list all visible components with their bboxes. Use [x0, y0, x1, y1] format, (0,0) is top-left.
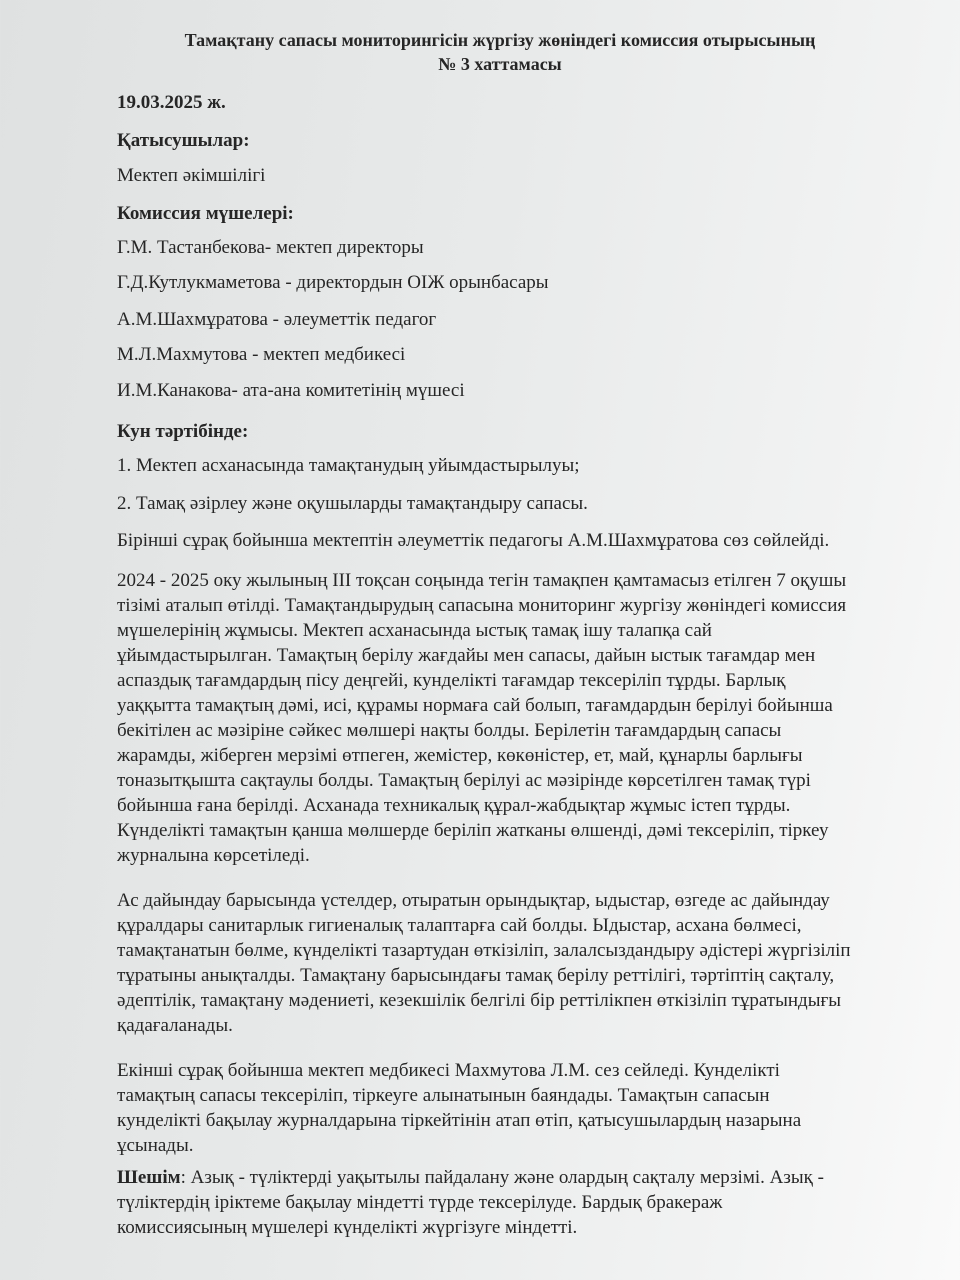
paragraph-2: [117, 888, 851, 1038]
paragraph-1: [117, 568, 846, 868]
doc-title-line1: Тамақтану сапасы мониторингісін жүргізу жөніндегі комиссия отырысының: [184, 30, 816, 50]
text-line: тұратыны анықталды. Тамақтану барысындағы тамақ берілу реттілігі, тәртіптің сақталу,: [117, 965, 835, 986]
first-question: Бірінші сұрақ бойынша мектептін әлеуметтік педагогы А.М.Шахмұратова сөз сөйлейді.: [117, 530, 830, 551]
text-line: Екінші сұрақ бойынша мектеп медбикесі Махмутова Л.М. сез сейледі. Кунделікті: [117, 1060, 780, 1081]
commission-heading: Комиссия мүшелері:: [117, 203, 294, 224]
text-line: бойынша ғана берілді. Асханада техникалық құрал-жабдықтар жұмыс істеп тұрды.: [117, 795, 791, 816]
text-line: уаққытта тамақтың дәмі, исі, құрамы нормаға сай болып, тағамдардын берілуі бойынша: [117, 695, 833, 716]
text-line: мүшелерінің жұмысы. Мектеп асханасында ыстық тамақ ішу талапқа сай: [117, 620, 712, 641]
member: Г.М. Тастанбекова- мектеп директоры: [117, 237, 424, 258]
text-line: кунделікті бақылау журналдарына тіркейтінін атап өтіп, қатысушылардың назарына: [117, 1110, 802, 1131]
agenda-item: 2. Тамақ әзірлеу және оқушыларды тамақтандыру сапасы.: [117, 493, 588, 514]
member: М.Л.Махмутова - мектеп медбикесі: [117, 344, 406, 365]
decision-line: [117, 1165, 824, 1190]
decision-text: : Азық - түліктерді уақытылы пайдалану және олардың сақталу мерзімі. Азық -: [180, 1167, 824, 1188]
doc-title-line2: № 3 хаттамасы: [438, 54, 562, 74]
member: А.М.Шахмұратова - әлеуметтік педагог: [117, 309, 437, 330]
member: И.М.Канакова- ата-ана комитетінің мүшесі: [117, 380, 465, 401]
agenda-item: 1. Мектеп асханасында тамақтанудың уйымдастырылуы;: [117, 455, 580, 476]
text-line: аспаздық тағамдардың пісу деңгейі, кунделікті тағамдар тексеріліп тұрды. Барлық: [117, 670, 786, 691]
participants-value: Мектеп әкімшілігі: [117, 165, 266, 186]
text-line: түліктердің іріктеме бақылау міндетті түрде тексерілуде. Бардық бракераж: [117, 1192, 723, 1213]
paragraph-3: [117, 1058, 801, 1158]
text-line: бекітілен ас мәзіріне сәйкес мөлшері нақты болды. Берілетін тағамдардың сапасы: [117, 720, 782, 741]
text-line: ұсынады.: [117, 1135, 194, 1156]
text-line: тамақтың сапасы тексеріліп, тіркеуге алынатынын баяндады. Тамақтын сапасын: [117, 1085, 770, 1106]
text-line: журналына көрсетіледі.: [117, 845, 310, 866]
text-line: комиссиясының мүшелері күнделікті жүргізуге міндетті.: [117, 1217, 578, 1238]
text-line: Күнделікті тамақтын қанша мөлшерде беріліп жатканы өлшенді, дәмі тексеріліп, тіркеу: [117, 820, 829, 841]
agenda-heading: Кун тәртібінде:: [117, 421, 249, 442]
text-line: әдептілік, тамақтану мәдениеті, кезекшілік белгілі бір реттілікпен өткізіліп тұратындығы: [117, 990, 842, 1011]
text-line: құралдары санитарлык гигиеналық талаптарға сай болды. Ыдыстар, асхана бөлмесі,: [117, 915, 802, 936]
text-line: ұйымдастырылган. Тамақтың берілу жағдайы мен сапасы, дайын ыстык тағамдар мен: [117, 645, 816, 666]
decision: [117, 1165, 824, 1240]
date: 19.03.2025 ж.: [117, 92, 226, 113]
text-line: қадағаланады.: [117, 1015, 233, 1036]
member: Г.Д.Кутлукмаметова - директордын ОІЖ орынбасары: [117, 272, 549, 293]
text-line: тамақтанатын бөлме, күнделікті тазартудан өткізіліп, залалсыздандыру әдістері жүргізіліп: [117, 940, 851, 961]
text-line: Ас дайындау барысында үстелдер, отыратын орындықтар, ыдыстар, өзгеде ас дайындау: [117, 890, 830, 911]
text-line: 2024 - 2025 оку жылының ІІІ тоқсан соңында тегін тамақпен қамтамасыз етілген 7 оқушы: [117, 570, 847, 591]
participants-heading: Қатысушылар:: [117, 130, 250, 151]
text-line: тоназытқышта сақтаулы болды. Тамақтың берілуі ас мәзірінде көрсетілген тамақ түрі: [117, 770, 811, 791]
decision-label: Шешім: [117, 1167, 181, 1188]
text-line: тізімі аталып өтілді. Тамақтандырудың сапасына мониторинг жургізу жөніндегі комиссия: [117, 595, 847, 616]
text-line: жарамды, жіберген мерзімі өтпеген, жемістер, көкөністер, ет, май, құнарлы барлығы: [117, 745, 803, 766]
